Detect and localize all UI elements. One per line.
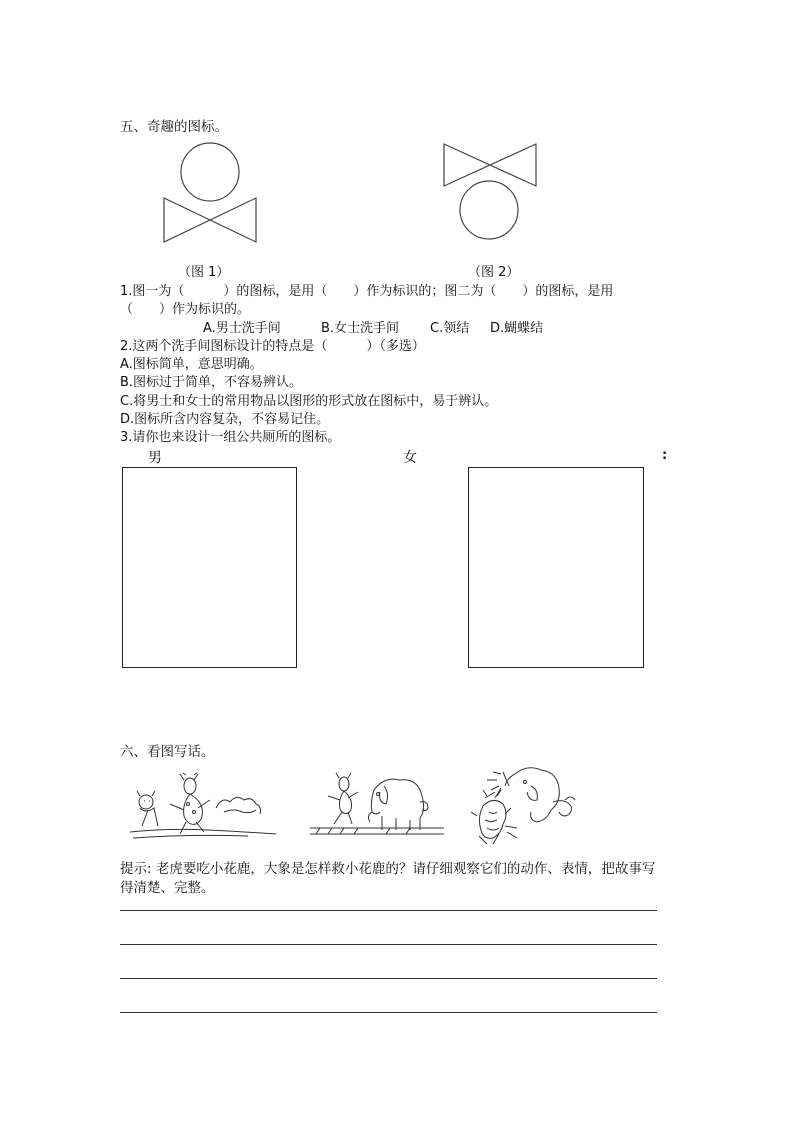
q2-option-d: D.图标所含内容复杂，不容易记住。	[120, 412, 330, 427]
picture-elephant-sprays-tiger	[475, 766, 605, 846]
question2-stem: 2.这两个洗手间图标设计的特点是（ ）（多选）	[120, 339, 425, 354]
question1-line1: 1.图一为（ ）的图标，是用（ ）作为标识的；图二为（ ）的图标，是用	[120, 284, 614, 299]
q1-option-c: C.领结	[430, 321, 470, 336]
male-icon-design-box[interactable]	[122, 467, 297, 668]
picture-elephant-meets-deer	[310, 772, 450, 842]
figure1-circle	[181, 143, 239, 201]
male-label: 男	[148, 450, 162, 466]
question3-stem: 3.请你也来设计一组公共厕所的图标。	[120, 430, 341, 445]
figure2-caption: （图 2）	[468, 265, 520, 280]
writing-line[interactable]	[120, 1012, 657, 1013]
female-icon-design-box[interactable]	[468, 467, 644, 668]
female-label: 女	[403, 450, 417, 466]
figure2-circle	[460, 181, 518, 239]
q2-option-c: C.将男士和女士的常用物品以图形的形式放在图标中，易于辨认。	[120, 394, 498, 409]
writing-hint-line1: 提示: 老虎要吃小花鹿，大象是怎样救小花鹿的？请仔细观察它们的动作、表情，把故事写	[120, 861, 656, 877]
figure2-bowtie	[444, 144, 536, 186]
figure1-toilet-icon	[160, 140, 260, 260]
q1-option-a: A.男士洗手间	[203, 321, 281, 336]
question1-line2: （ ）作为标识的。	[120, 302, 251, 317]
section5-heading: 五、奇趣的图标。	[120, 119, 228, 135]
figure1-caption: （图 1）	[178, 265, 230, 280]
section6-heading: 六、看图写话。	[120, 744, 215, 760]
q1-option-b: B.女士洗手间	[321, 321, 400, 336]
q1-option-d: D.蝴蝶结	[490, 321, 544, 336]
picture-tiger-chases-deer	[128, 772, 278, 842]
figure1-bowtie	[164, 198, 256, 242]
q2-option-b: B.图标过于简单，不容易辨认。	[120, 375, 303, 390]
figure2-toilet-icon	[440, 140, 540, 250]
stray-mark: :	[662, 448, 668, 463]
writing-line[interactable]	[120, 978, 657, 979]
writing-hint-line2: 得清楚、完整。	[120, 880, 215, 896]
q2-option-a: A.图标简单，意思明确。	[120, 357, 263, 372]
writing-line[interactable]	[120, 944, 657, 945]
writing-line[interactable]	[120, 910, 657, 911]
